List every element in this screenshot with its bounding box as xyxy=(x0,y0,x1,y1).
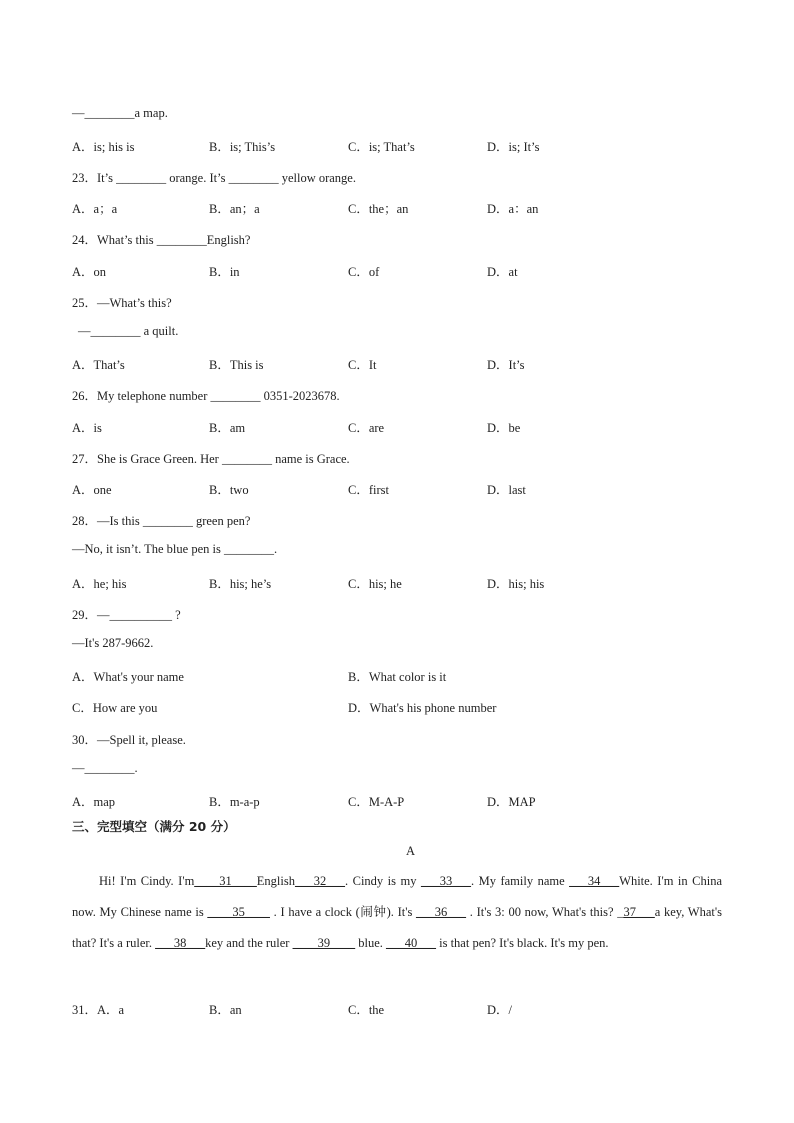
q29-option-a: A．What's your name xyxy=(72,670,184,684)
q24-option-a: A．on xyxy=(72,265,107,279)
q24-option-d: D．at xyxy=(487,265,518,279)
blank-32: ___32___ xyxy=(295,874,345,888)
q28-option-b: B．his; he’s xyxy=(209,577,272,591)
q31-option-d: D．/ xyxy=(487,1003,513,1017)
q26-option-a: A．is xyxy=(72,421,102,435)
q30-option-c: C．M-A-P xyxy=(348,795,405,809)
question-29-stem: 29．—__________ ? xyxy=(72,608,181,622)
question-30-answer-line: —________. xyxy=(72,761,138,775)
blank-37: 37___ xyxy=(623,905,655,919)
q23-option-d: D．a：an xyxy=(487,202,539,216)
q22-option-b: B．is; This’s xyxy=(209,140,276,154)
blank-34: ___34___ xyxy=(569,874,620,888)
blank-35: ____35____ xyxy=(207,905,270,919)
question-22-answer-line: —________a map. xyxy=(72,106,168,120)
q25-option-a: A．That’s xyxy=(72,358,125,372)
blank-40: ___40___ xyxy=(386,936,436,950)
q25-option-d: D．It’s xyxy=(487,358,525,372)
q31-option-c: C．the xyxy=(348,1003,385,1017)
q27-option-d: D．last xyxy=(487,483,526,497)
q27-option-a: A．one xyxy=(72,483,112,497)
question-23-stem: 23．It’s ________ orange. It’s ________ yellow orange. xyxy=(72,171,356,185)
q26-option-c: C．are xyxy=(348,421,385,435)
q23-option-c: C．the；an xyxy=(348,202,409,216)
q24-option-c: C．of xyxy=(348,265,380,279)
q29-option-b: B．What color is it xyxy=(348,670,447,684)
question-31-stem: 31．A．a xyxy=(72,1003,125,1017)
passage-label: A xyxy=(406,844,416,858)
q24-option-b: B．in xyxy=(209,265,240,279)
question-27-stem: 27．She is Grace Green. Her ________ name is Grace. xyxy=(72,452,350,466)
q25-option-b: B．This is xyxy=(209,358,264,372)
q22-option-d: D．is; It’s xyxy=(487,140,540,154)
question-28-stem: 28．—Is this ________ green pen? xyxy=(72,514,251,528)
cloze-passage: Hi! I'm Cindy. I'm____31____English___32___. Cindy is my ___33___. My family name ___34___White. I'm in China now. My Chinese name is ____35____ . I have a clock (闹钟). It's ___36___ . It's 3: 00 now, What's this? _37___a key, What's that? It's a ruler. ___38___key and the ruler ____39____ blue. ___40___ is that pen? It's black. It's my pen. xyxy=(72,874,723,950)
question-24-stem: 24．What’s this ________English? xyxy=(72,233,251,247)
q29-option-c: C．How are you xyxy=(72,701,158,715)
q25-option-c: C．It xyxy=(348,358,377,372)
q31-option-b: B．an xyxy=(209,1003,242,1017)
q22-option-a: A．is; his is xyxy=(72,140,135,154)
blank-36: ___36___ xyxy=(416,905,467,919)
question-28-answer-line: —No, it isn’t. The blue pen is ________. xyxy=(72,542,278,556)
q30-option-d: D．MAP xyxy=(487,795,536,809)
q30-option-b: B．m-a-p xyxy=(209,795,260,809)
blank-33: ___33___ xyxy=(420,874,471,888)
question-29-answer-line: —It's 287-9662. xyxy=(72,636,154,650)
blank-31: ____31____ xyxy=(194,874,257,888)
q28-option-c: C．his; he xyxy=(348,577,402,591)
q27-option-c: C．first xyxy=(348,483,389,497)
question-26-stem: 26．My telephone number ________ 0351-2023678. xyxy=(72,389,340,403)
q22-option-c: C．is; That’s xyxy=(348,140,415,154)
blank-39: ____39____ xyxy=(292,936,356,950)
q26-option-b: B．am xyxy=(209,421,246,435)
section-heading: 三、完型填空（满分 20 分） xyxy=(72,819,236,834)
q29-option-d: D．What's his phone number xyxy=(348,701,497,715)
q28-option-a: A．he; his xyxy=(72,577,127,591)
q30-option-a: A．map xyxy=(72,795,116,809)
q28-option-d: D．his; his xyxy=(487,577,545,591)
q23-option-a: A．a；a xyxy=(72,202,118,216)
blank-38: ___38___ xyxy=(155,936,206,950)
question-25-answer-line: —________ a quilt. xyxy=(78,324,179,338)
question-25-stem: 25．—What’s this? xyxy=(72,296,172,310)
q23-option-b: B．an；a xyxy=(209,202,260,216)
q26-option-d: D．be xyxy=(487,421,521,435)
question-30-stem: 30．—Spell it, please. xyxy=(72,733,186,747)
q27-option-b: B．two xyxy=(209,483,249,497)
